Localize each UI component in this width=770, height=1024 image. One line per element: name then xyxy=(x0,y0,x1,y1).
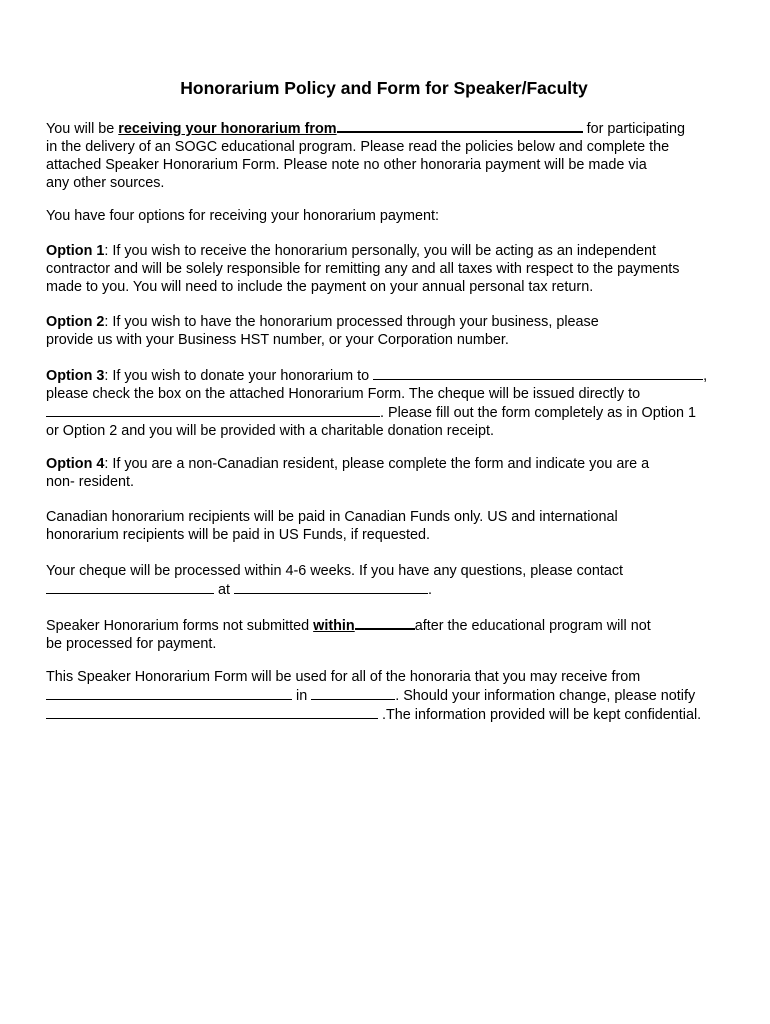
funds-line-1: Canadian honorarium recipients will be paid in Canadian Funds only. US and international xyxy=(46,509,618,525)
option-4-line-2: non- resident. xyxy=(46,474,134,490)
deadline-text-start: Speaker Honorarium forms not submitted xyxy=(46,618,314,634)
options-intro-paragraph xyxy=(46,207,726,225)
cheque-payee-blank[interactable] xyxy=(46,403,380,417)
option-3-line-1: : If you wish to donate your honorarium to xyxy=(104,368,374,384)
option-3-label: Option 3 xyxy=(46,368,105,384)
usage-in-text: in xyxy=(292,688,312,704)
intro-line-3: attached Speaker Honorarium Form. Please note no other honoraria payment will be made via xyxy=(46,157,647,173)
option-1-label: Option 1 xyxy=(46,243,105,259)
program-name-blank[interactable] xyxy=(46,686,292,700)
option-3-line-2: please check the box on the attached Honorarium Form. The cheque will be issued directly to xyxy=(46,386,641,402)
deadline-line-2: be processed for payment. xyxy=(46,636,217,652)
cheque-line-1: Your cheque will be processed within 4-6 weeks. If you have any questions, please contact xyxy=(46,563,624,579)
option-2-line-1: : If you wish to have the honorarium processed through your business, please xyxy=(104,314,599,330)
cheque-paragraph xyxy=(46,562,726,599)
option-2-paragraph xyxy=(46,313,726,349)
option-3-paragraph xyxy=(46,366,726,440)
intro-text-start: You will be xyxy=(46,121,119,137)
usage-line-2-end: . Should your information change, please notify xyxy=(395,688,696,704)
options-intro-text: You have four options for receiving your honorarium payment: xyxy=(46,208,440,224)
option-4-label: Option 4 xyxy=(46,456,105,472)
intro-line-2: in the delivery of an SOGC educational program. Please read the policies below and complete the xyxy=(46,139,670,155)
contact-info-blank[interactable] xyxy=(234,580,428,594)
option-3-line-3: . Please fill out the form completely as in Option 1 xyxy=(380,405,696,421)
cheque-line-2-end: . xyxy=(428,582,432,598)
organization-name-blank[interactable] xyxy=(337,118,583,133)
option-2-label: Option 2 xyxy=(46,314,105,330)
option-4-line-1: : If you are a non-Canadian resident, please complete the form and indicate you are a xyxy=(104,456,650,472)
funds-line-2: honorarium recipients will be paid in US Funds, if requested. xyxy=(46,527,430,543)
year-blank[interactable] xyxy=(311,686,395,700)
intro-line-4: any other sources. xyxy=(46,175,165,191)
deadline-text-end: after the educational program will not xyxy=(414,618,651,634)
option-4-paragraph xyxy=(46,455,726,491)
option-1-paragraph xyxy=(46,242,726,296)
option-1-line-1: : If you wish to receive the honorarium personally, you will be acting as an independent xyxy=(104,243,657,259)
intro-bold-phrase: receiving your honorarium from xyxy=(118,121,337,137)
option-3-line-1-end: , xyxy=(703,368,708,384)
notify-contact-blank[interactable] xyxy=(46,705,378,719)
option-1-line-2: contractor and will be solely responsible for remitting any and all taxes with respect to the payments xyxy=(46,261,680,277)
usage-line-1: This Speaker Honorarium Form will be used for all of the honoraria that you may receive from xyxy=(46,669,641,685)
cheque-at-text: at xyxy=(214,582,234,598)
option-2-line-2: provide us with your Business HST number, or your Corporation number. xyxy=(46,332,509,348)
intro-paragraph xyxy=(46,118,726,192)
deadline-paragraph xyxy=(46,615,726,653)
usage-line-3-end: .The information provided will be kept confidential. xyxy=(378,707,702,723)
intro-text-end: for participating xyxy=(582,121,685,137)
option-3-line-4: or Option 2 and you will be provided with a charitable donation receipt. xyxy=(46,423,494,439)
donation-recipient-blank[interactable] xyxy=(373,366,703,380)
usage-paragraph xyxy=(46,668,726,724)
deadline-period-blank[interactable] xyxy=(355,615,415,630)
option-1-line-3: made to you. You will need to include the payment on your annual personal tax return. xyxy=(46,279,594,295)
funds-paragraph xyxy=(46,508,726,544)
document-title: Honorarium Policy and Form for Speaker/Faculty xyxy=(180,78,588,98)
contact-name-blank[interactable] xyxy=(46,580,214,594)
deadline-bold-word: within xyxy=(313,618,355,634)
